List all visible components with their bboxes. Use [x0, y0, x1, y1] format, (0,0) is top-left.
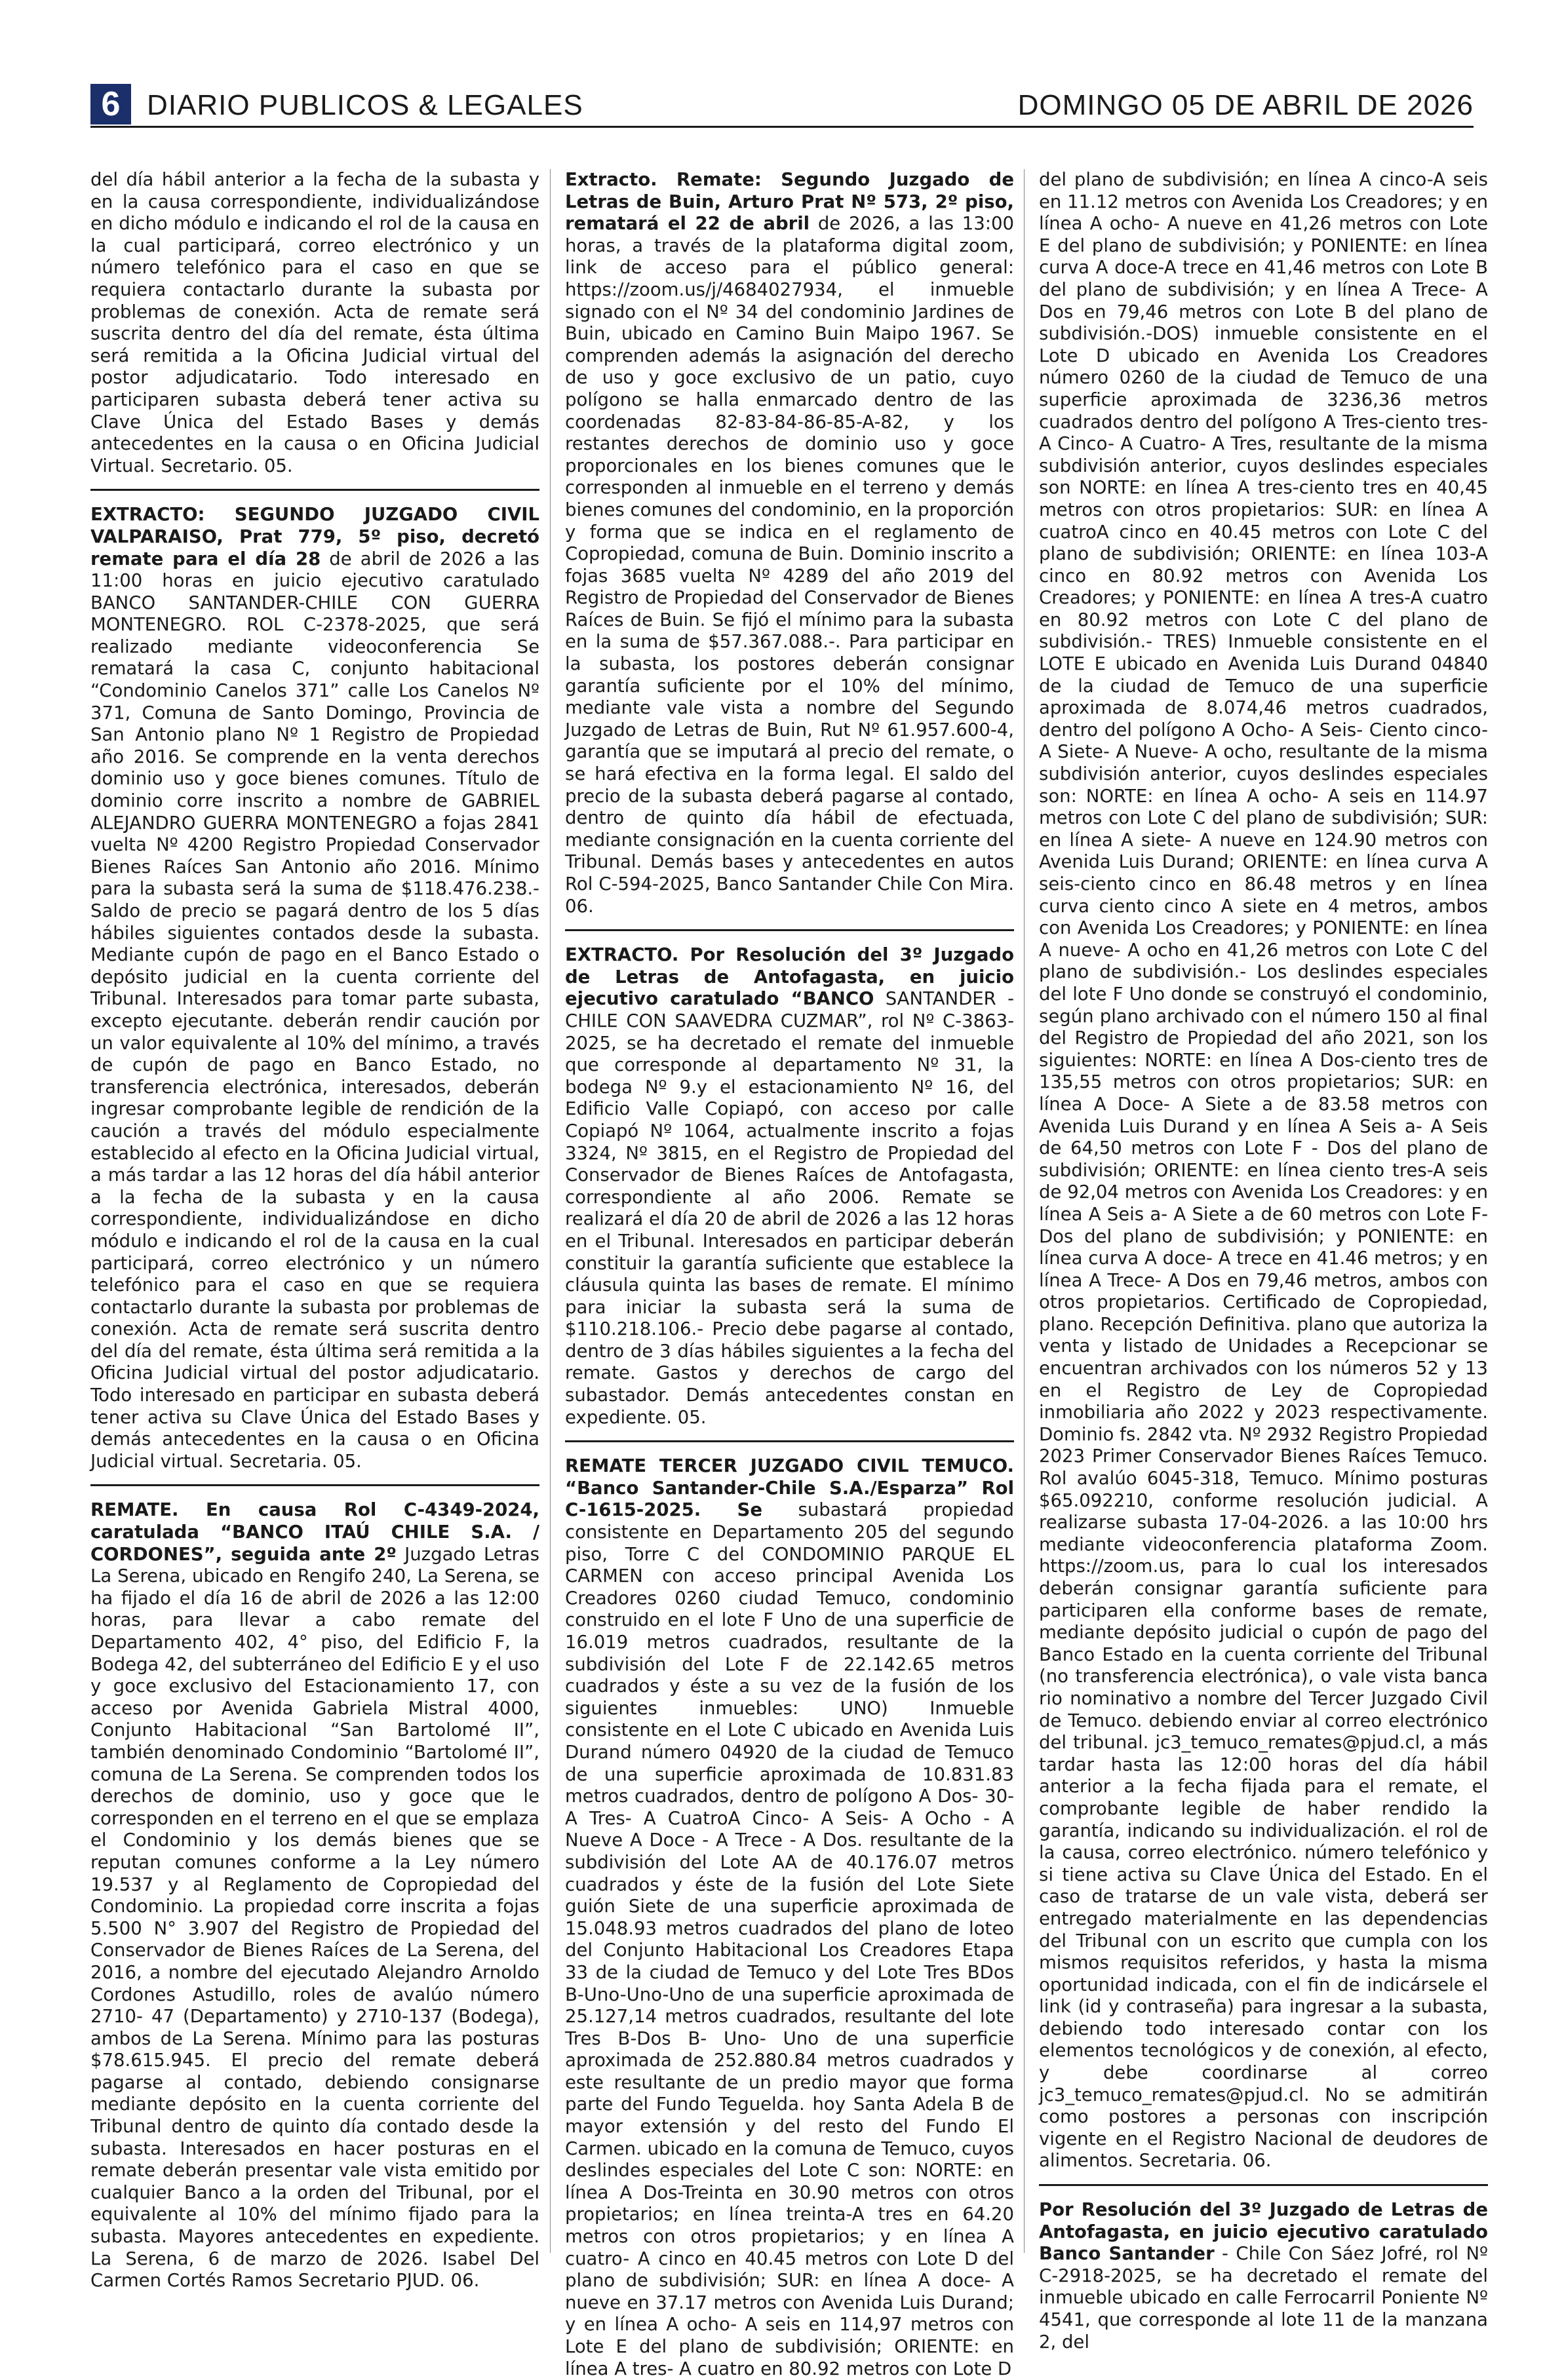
- notice-body: de abril de 2026 a las 11:00 horas en juicio ejecutivo caratulado BANCO SANTANDER-CHILE CON GUERRA MONTENEGRO. ROL C-2378-2025, que será realizado mediante videoconferencia Se rematará la casa C, conjunto habitacional “Condominio Canelos 371” calle Los Canelos Nº 371, Comuna de Santo Domingo, Provincia de San Antonio plano Nº 1 Registro de Propiedad año 2016. Se comprende en la venta derechos dominio uso y goce bienes comunes. Título de dominio corre inscrito a nombre de GABRIEL ALEJANDRO GUERRA MONTENEGRO a fojas 2841 vuelta Nº 4200 Registro Propiedad Conservador Bienes Raíces San Antonio año 2016. Mínimo para la subasta será la suma de $118.476.238.- Saldo de precio se pagará dentro de los 5 días hábiles siguientes contados desde la subasta. Mediante cupón de pago en el Banco Estado o depósito judicial en la cuenta corriente del Tribunal. Interesados para tomar parte subasta, excepto ejecutante. deberán rendir caución por un valor equivalente al 10% del mínimo, a través de cupón de pago en Banco Estado, no transferencia electrónica, interesados, deberán ingresar comprobante legible de rendición de la caución a través del módulo especialmente establecido al efecto en la Oficina Judicial virtual, a más tardar a las 12 horas del día hábil anterior a la fecha de la subasta y en la causa correspondiente, individualizándose en dicho módulo e indicando el rol de la causa en la cual participará, correo electrónico y un número telefónico para el caso en que se requiera contactarlo durante la subasta por problemas de conexión. Acta de remate será suscrita dentro del día del remate, ésta última será remitida a la Oficina Judicial virtual del postor adjudicatario. Todo interesado en participar en subasta deberá tener activa su Clave Única del Estado Bases y demás antecedentes en la causa o en Oficina Judicial virtual. Secretaria. 05.: [90, 548, 539, 1472]
- notice-buin: [565, 169, 1014, 917]
- header-divider: [90, 126, 1474, 128]
- column-3: [1039, 169, 1488, 2353]
- notice-heading: Por Resolución del 3º Juzgado de Letras de Antofagasta, en juicio ejecutivo caratulado Banco Santander: [1039, 2199, 1488, 2265]
- notice-body: subastará propiedad consistente en Departamento 205 del segundo piso, Torre C del CONDOMINIO PARQUE EL CARMEN con acceso principal Avenida Los Creadores 0260 ciudad Temuco, condominio construido en el lote F Uno de una superficie de 16.019 metros cuadrados, resultante de la subdivisión del Lote F de 22.142.65 metros cuadrados y éste a su vez de la fusión de los siguientes inmuebles: UNO) Inmueble consistente en el Lote C ubicado en Avenida Luis Durand número 04920 de la ciudad de Temuco de una superficie aproximada de 10.831.83 metros cuadrados, dentro de polígono A Dos- 30- A Tres- A CuatroA Cinco- A Seis- A Ocho - A Nueve A Doce - A Trece - A Dos. resultante de la subdivisión del Lote AA de 40.176.07 metros cuadrados y éste de la fusión del Lote Siete guión Siete de una superficie aproximada de 15.048.93 metros cuadrados del plano de loteo del Conjunto Habitacional Los Creadores Etapa 33 de la ciudad de Temuco y del Lote Tres BDos B-Uno-Uno-Uno de una superficie aproximada de 25.127,14 metros cuadrados, resultante del lote Tres B-Dos B- Uno- Uno de una superficie aproximada de 252.880.84 metros cuadrados y este resultante de un predio mayor que forma parte del Fundo Teguelda. hoy Santa Adela B de mayor extensión y del resto del Fundo El Carmen. ubicado en la comuna de Temuco, cuyos deslindes especiales del Lote C son: NORTE: en línea A Dos-Treinta en 30.90 metros con otros propietarios; en línea treinta-A tres en 64.20 metros con otros propietarios; y en línea A cuatro- A cinco en 40.45 metros con Lote D del plano de subdivisión; SUR: en línea A doce- A nueve en 37.17 metros con Avenida Luis Durand; y en línea A ocho- A seis en 114,97 metros con Lote E del plano de subdivisión; ORIENTE: en línea A tres- A cuatro en 80.92 metros con Lote D: [565, 1499, 1014, 2379]
- publication-title: DIARIO PUBLICOS & LEGALES: [147, 89, 583, 121]
- notice-heading: EXTRACTO: SEGUNDO JUZGADO CIVIL VALPARAISO, Prat 779, 5º piso, decretó remate para el día 28: [90, 504, 539, 569]
- notice-heading: EXTRACTO. Por Resolución del 3º Juzgado de Letras de Antofagasta, en juicio ejecutivo caratulado “BANCO: [565, 944, 1014, 1010]
- notice-body: - Chile Con Sáez Jofré, rol Nº C-2918-2025, se ha decretado el remate del inmueble ubicado en calle Ferrocarril Poniente Nº 4541, que corresponde al lote 11 de la manzana 2, del: [1039, 2243, 1489, 2352]
- column-1: [90, 169, 539, 2292]
- notice-separator: [565, 1440, 1014, 1442]
- notice-temuco: [565, 1455, 1014, 2380]
- page-number: 6: [90, 84, 131, 125]
- notice-body: del día hábil anterior a la fecha de la subasta y en la causa correspondiente, individualizándose en dicho módulo e indicando el rol de la causa en la cual participará, correo electrónico y un número telefónico para el caso en que se requiera contactarlo durante la subasta por problemas de conexión. Acta de remate será suscrita dentro del día del remate, ésta última será remitida a la Oficina Judicial virtual del postor adjudicatario. Todo interesado en participaren subasta deberá tener activa su Clave Única del Estado Bases y demás antecedentes en la causa o en Oficina Judicial Virtual. Secretario. 05.: [90, 169, 539, 476]
- column-divider: [550, 169, 551, 2253]
- notice-la-serena: [90, 1499, 539, 2292]
- notice-heading: Extracto. Remate: Segundo Juzgado de Letras de Buin, Arturo Prat Nº 573, 2º piso, rematará el 22 de abril: [565, 169, 1014, 235]
- publication-date: DOMINGO 05 DE ABRIL DE 2026: [1017, 89, 1474, 121]
- notice-separator: [1039, 2184, 1488, 2186]
- notice-separator: [565, 929, 1014, 931]
- notice-separator: [90, 1484, 539, 1486]
- column-2: [565, 169, 1014, 2380]
- notice-separator: [90, 489, 539, 491]
- notice-body: SANTANDER -CHILE CON SAAVEDRA CUZMAR”, rol Nº C-3863-2025, se ha decretado el remate del inmueble que corresponde al departamento Nº 31, la bodega Nº 9.y el estacionamiento Nº 16, del Edificio Valle Copiapó, con acceso por calle Copiapó Nº 1064, actualmente inscrito a fojas 3324, Nº 3815, en el Registro de Propiedad del Conservador de Bienes Raíces de Antofagasta, correspondiente al año 2006. Remate se realizará el día 20 de abril de 2026 a las 12 horas en el Tribunal. Interesados en participar deberán constituir la garantía suficiente que establece la cláusula quinta las bases de remate. El mínimo para iniciar la subasta será la suma de $110.218.106.- Precio debe pagarse al contado, dentro de 3 días hábiles siguientes a la fecha del remate. Gastos y derechos de cargo del subastador. Demás antecedentes constan en expediente. 05.: [565, 988, 1014, 1428]
- notice-heading: REMATE. En causa Rol C-4349-2024, caratulada “BANCO ITAÚ CHILE S.A. / CORDONES”, seguida ante 2º: [90, 1499, 539, 1565]
- notice-body: del plano de subdivisión; en línea A cinco-A seis en 11.12 metros con Avenida Los Creadores; y en línea A ocho- A nueve en 41,26 metros con Lote E del plano de subdivisión; y PONIENTE: en línea curva A doce-A trece en 41,46 metros con Lote B del plano de subdivisión; y en línea A Trece- A Dos en 79,46 metros con Lote B del plano de subdivisión.-DOS) inmueble consistente en el Lote D ubicado en Avenida Los Creadores número 0260 de la ciudad de Temuco de una superficie aproximada de 3236,36 metros cuadrados dentro del polígono A Tres-ciento tres- A Cinco- A Cuatro- A Tres, resultante de la misma subdivisión anterior, cuyos deslindes especiales son NORTE: en línea A tres-ciento tres en 40,45 metros con otros propietarios: SUR: en línea A cuatroA cinco en 40.45 metros con Lote C del plano de subdivisión; ORIENTE: en línea 103-A cinco en 80.92 metros con Avenida Los Creadores; y PONIENTE: en línea A tres-A cuatro en 80.92 metros con Lote C del plano de subdivisión.- TRES) Inmueble consistente en el LOTE E ubicado en Avenida Luis Durand 04840 de la ciudad de Temuco de una superficie aproximada de 8.074,46 metros cuadrados, dentro del polígono A Ocho- A Seis- Ciento cinco- A Siete- A Nueve- A ocho, resultante de la misma subdivisión anterior, cuyos deslindes especiales son: NORTE: en línea A ocho- A seis en 114.97 metros con Lote C del plano de subdivisión; SUR: en línea A siete- A nueve en 124.90 metros con Avenida Luis Durand; ORIENTE: en línea curva A seis-ciento cinco en 86.48 metros y en línea curva ciento cinco A siete en 4 metros, ambos con Avenida Los Creadores; y PONIENTE: en línea A nueve- A ocho en 41,26 metros con Lote C del plano de subdivisión.- Los deslindes especiales del lote F Uno donde se construyó el condominio, según plano archivado con el número 150 al final del Registro de Propiedad del año 2021, son los siguientes: NORTE: en línea A Dos-ciento tres de 135,55 metros con otros propietarios; SUR: en línea A Doce- A Siete a de 83.58 metros con Avenida Luis Durand y en línea A Seis a- A Seis de 64,50 metros con Lote F - Dos del plano de subdivisión; ORIENTE: en línea ciento tres-A seis de 92,04 metros con Avenida Los Creadores: y en línea A Seis a- A Siete a de 60 metros con Lote F-Dos del plano de subdivisión; y PONIENTE: en línea curva A doce- A trece en 41.46 metros; y en línea A Trece- A Dos en 79,46 metros, ambos con otros propietarios. Certificado de Copropiedad, plano. Recepción Definitiva. plano que autoriza la venta y listado de Unidades a Recepcionar se encuentran archivados con los números 52 y 13 en el Registro de Ley de Copropiedad inmobiliaria año 2022 y 2023 respectivamente. Dominio fs. 2842 vta. Nº 2932 Registro Propiedad 2023 Primer Conservador Bienes Raíces Temuco. Rol avalúo 6045-318, Temuco. Mínimo posturas $65.092210, conforme resolución judicial. A realizarse subasta 17-04-2026. a las 10:00 hrs mediante videoconferencia plataforma Zoom. https://zoom.us, para lo cual los interesados deberán consignar garantía suficiente para participaren ella conforme bases de remate, mediante depósito judicial o cupón de pago del Banco Estado en la cuenta corriente del Tribunal (no transferencia electrónica), o vale vista banca rio nominativo a nombre del Tercer Juzgado Civil de Temuco. debiendo enviar al correo electrónico del tribunal. jc3_temuco_remates@pjud.cl, a más tardar hasta las 12:00 horas del día hábil anterior a la fecha fijada para el remate, el comprobante legible de haber rendido la garantía, indicando su individualización. el rol de la causa, correo electrónico. número telefónico y si tiene activa su Clave Única del Estado. En el caso de tratarse de un vale vista, deberá ser entregado materialmente en las dependencias del Tribunal con un escrito que cumpla con los mismos requisitos referidos, y hasta la misma oportunidad indicada, con el fin de indicársele el link (id y contraseña) para ingresar a la subasta, debiendo todo interesado contar con los elementos tecnológicos y de conexión, al efecto, y debe coordinarse al correo jc3_temuco_remates@pjud.cl. No se admitirán como postores a personas con inscripción vigente en el Registro Nacional de deudores de alimentos. Secretaria. 06.: [1039, 169, 1488, 2172]
- column-divider: [1024, 169, 1025, 2253]
- notice-antofagasta-2: [1039, 2199, 1488, 2353]
- notice-continuation: [90, 169, 539, 477]
- notice-body: Juzgado Letras La Serena, ubicado en Rengifo 240, La Serena, se ha fijado el día 16 de abril de 2026 a las 12:00 horas, para llevar a cabo remate del Departamento 402, 4° piso, del Edificio F, la Bodega 42, del subterráneo del Edificio E y el uso y goce exclusivo del Estacionamiento 17, con acceso por Avenida Gabriela Mistral 4000, Conjunto Habitacional “San Bartolomé II”, también denominado Condominio “Bartolomé II”, comuna de La Serena. Se comprenden todos los derechos de dominio, uso y goce que le corresponden en el terreno en el que se emplaza el Condominio y los demás bienes que se reputan comunes conforme a la Ley número 19.537 y al Reglamento de Copropiedad del Condominio. La propiedad corre inscrita a fojas 5.500 N° 3.907 del Registro de Propiedad del Conservador de Bienes Raíces de La Serena, del 2016, a nombre del ejecutado Alejandro Arnoldo Cordones Astudillo, roles de avalúo número 2710- 47 (Departamento) y 2710-137 (Bodega), ambos de La Serena. Mínimo para las posturas $78.615.945. El precio del remate deberá pagarse al contado, debiendo consignarse mediante depósito en la cuenta corriente del Tribunal dentro de quinto día contado desde la subasta. Interesados en hacer posturas en el remate deberán presentar vale vista emitido por cualquier Banco a la orden del Tribunal, por el equivalente al 10% del mínimo fijado para la subasta. Mayores antecedentes en expediente. La Serena, 6 de marzo de 2026. Isabel Del Carmen Cortés Ramos Secretario PJUD. 06.: [90, 1543, 539, 2292]
- notice-temuco-continuation: [1039, 169, 1488, 2172]
- notice-antofagasta: [565, 944, 1014, 1429]
- notice-heading: REMATE TERCER JUZGADO CIVIL TEMUCO. “Banco Santander-Chile S.A./Esparza” Rol C-1615-2025. Se: [565, 1455, 1014, 1521]
- page-header: [90, 84, 1474, 122]
- notice-body: de 2026, a las 13:00 horas, a través de la plataforma digital zoom, link de acceso para el público general: https://zoom.us/j/4684027934, el inmueble signado con el Nº 34 del condominio Jardines de Buin, ubicado en Camino Buin Maipo 1967. Se comprenden además la asignación del derecho de uso y goce exclusivo de un patio, cuyo polígono se halla enmarcado dentro de las coordenadas 82-83-84-86-85-A-82, y los restantes derechos de dominio uso y goce proporcionales en los bienes comunes que le corresponden al inmueble en el terreno y demás bienes comunes del condominio, en la proporción y forma que se indica en el reglamento de Copropiedad, comuna de Buin. Dominio inscrito a fojas 3685 vuelta Nº 4289 del año 2019 del Registro de Propiedad del Conservador de Bienes Raíces de Buin. Se fijó el mínimo para la subasta en la suma de $57.367.088.-. Para participar en la subasta, los postores deberán consignar garantía suficiente por el 10% del mínimo, mediante vale vista a nombre del Segundo Juzgado de Letras de Buin, Rut Nº 61.957.600-4, garantía que se imputará al precio del remate, o se hará efectiva en la forma legal. El saldo del precio de la subasta deberá pagarse al contado, dentro de quinto día hábil de efectuada, mediante consignación en la cuenta corriente del Tribunal. Demás bases y antecedentes en autos Rol C-594-2025, Banco Santander Chile Con Mira. 06.: [565, 213, 1015, 917]
- notice-valparaiso: [90, 504, 539, 1472]
